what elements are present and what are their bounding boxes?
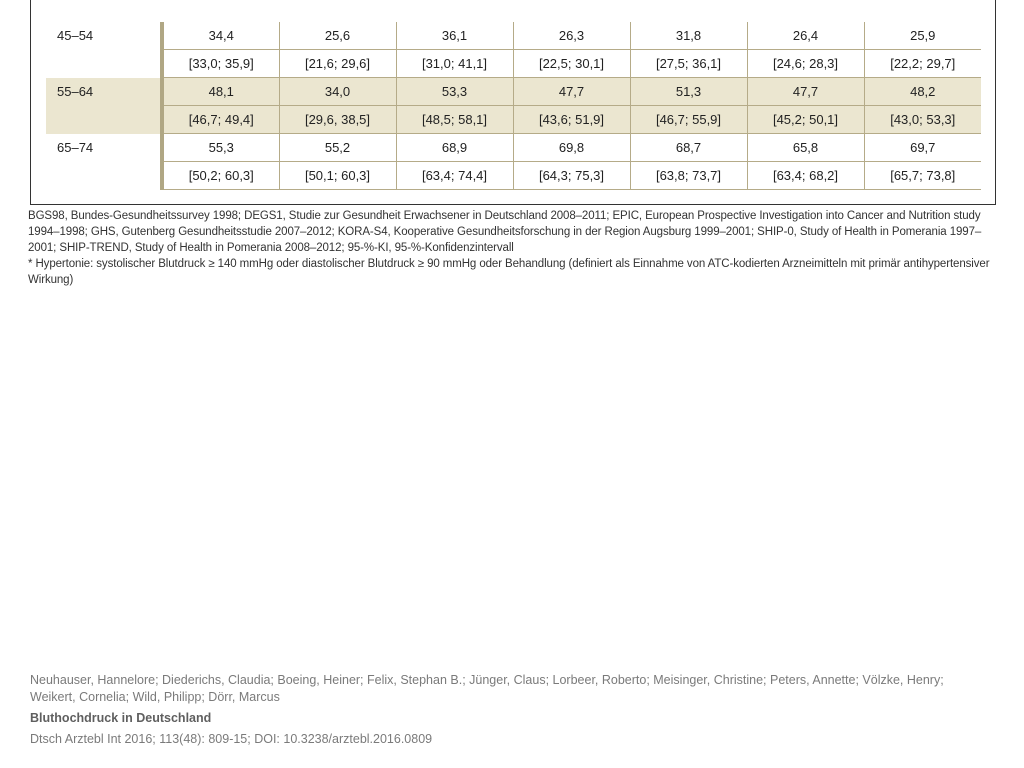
confidence-interval-cell: [27,5; 36,1] [630, 50, 747, 78]
prevalence-value-cell: 51,3 [630, 78, 747, 106]
table-notes [28, 208, 1008, 288]
prevalence-value-cell: 25,6 [279, 22, 396, 50]
hypertension-footnote: * Hypertonie: systolischer Blutdruck ≥ 140 mmHg oder diastolischer Blutdruck ≥ 90 mmHg oder Behandlung (definiert als Einnahme von ATC-kodierten Arzneimitteln mit primär antihypertensiver Wirkung) [28, 258, 990, 286]
confidence-interval-cell: [63,8; 73,7] [630, 162, 747, 190]
table-row [46, 50, 981, 78]
prevalence-value-cell: 68,7 [630, 134, 747, 162]
table-row [46, 134, 981, 162]
age-group-cell: 45–54 [46, 22, 162, 50]
confidence-interval-cell: [22,5; 30,1] [513, 50, 630, 78]
table-row [46, 106, 981, 134]
prevalence-value-cell: 55,3 [162, 134, 279, 162]
confidence-interval-cell: [22,2; 29,7] [864, 50, 981, 78]
prevalence-value-cell: 36,1 [396, 22, 513, 50]
prevalence-value-cell: 47,7 [747, 78, 864, 106]
prevalence-value-cell: 34,0 [279, 78, 396, 106]
prevalence-value-cell: 55,2 [279, 134, 396, 162]
prevalence-value-cell: 26,3 [513, 22, 630, 50]
confidence-interval-cell: [63,4; 74,4] [396, 162, 513, 190]
confidence-interval-cell: [24,6; 28,3] [747, 50, 864, 78]
confidence-interval-cell: [21,6; 29,6] [279, 50, 396, 78]
table-frame [30, 0, 996, 205]
confidence-interval-cell: [50,2; 60,3] [162, 162, 279, 190]
confidence-interval-cell: [64,3; 75,3] [513, 162, 630, 190]
prevalence-value-cell: 53,3 [396, 78, 513, 106]
confidence-interval-cell: [29,6, 38,5] [279, 106, 396, 134]
citation-authors: Neuhauser, Hannelore; Diederichs, Claudia; Boeing, Heiner; Felix, Stephan B.; Jünger, Claus; Lorbeer, Roberto; Meisinger, Christine; Peters, Annette; Völzke, Henry; Weikert, Cornelia; Wild, Philipp; Dörr, Marcus [30, 673, 944, 704]
confidence-interval-cell: [46,7; 49,4] [162, 106, 279, 134]
age-group-cell: 65–74 [46, 134, 162, 162]
confidence-interval-cell: [48,5; 58,1] [396, 106, 513, 134]
citation-title: Bluthochdruck in Deutschland [30, 711, 212, 725]
confidence-interval-cell: [63,4; 68,2] [747, 162, 864, 190]
prevalence-value-cell: 68,9 [396, 134, 513, 162]
confidence-interval-cell: [50,1; 60,3] [279, 162, 396, 190]
prevalence-value-cell: 48,1 [162, 78, 279, 106]
prevalence-value-cell: 26,4 [747, 22, 864, 50]
prevalence-value-cell: 69,8 [513, 134, 630, 162]
age-group-spacer [46, 106, 162, 134]
table-row [46, 22, 981, 50]
table-row [46, 162, 981, 190]
citation-reference: Dtsch Arztebl Int 2016; 113(48): 809-15; DOI: 10.3238/arztebl.2016.0809 [30, 732, 433, 746]
prevalence-value-cell: 48,2 [864, 78, 981, 106]
confidence-interval-cell: [46,7; 55,9] [630, 106, 747, 134]
prevalence-table [46, 22, 981, 190]
confidence-interval-cell: [33,0; 35,9] [162, 50, 279, 78]
prevalence-value-cell: 34,4 [162, 22, 279, 50]
age-group-cell: 55–64 [46, 78, 162, 106]
prevalence-value-cell: 65,8 [747, 134, 864, 162]
prevalence-value-cell: 25,9 [864, 22, 981, 50]
prevalence-value-cell: 31,8 [630, 22, 747, 50]
abbreviations-note: BGS98, Bundes-Gesundheitssurvey 1998; DEGS1, Studie zur Gesundheit Erwachsener in Deutschland 2008–2011; EPIC, European Prospective Investigation into Cancer and Nutrition study 1994–1998; GHS, Gutenberg Gesundheitsstudie 2007–2012; KORA-S4, Kooperative Gesundheitsforschung in der Region Augsburg 1999–2001; SHIP-0, Study of Health in Pomerania 1997–2001; SHIP-TREND, Study of Health in Pomerania 2008–2012; 95-%-KI, 95-%-Konfidenzintervall [28, 210, 982, 254]
confidence-interval-cell: [65,7; 73,8] [864, 162, 981, 190]
age-group-spacer [46, 162, 162, 190]
confidence-interval-cell: [45,2; 50,1] [747, 106, 864, 134]
citation [30, 672, 990, 748]
confidence-interval-cell: [43,6; 51,9] [513, 106, 630, 134]
prevalence-value-cell: 47,7 [513, 78, 630, 106]
confidence-interval-cell: [31,0; 41,1] [396, 50, 513, 78]
table-row [46, 78, 981, 106]
confidence-interval-cell: [43,0; 53,3] [864, 106, 981, 134]
age-group-spacer [46, 50, 162, 78]
prevalence-value-cell: 69,7 [864, 134, 981, 162]
